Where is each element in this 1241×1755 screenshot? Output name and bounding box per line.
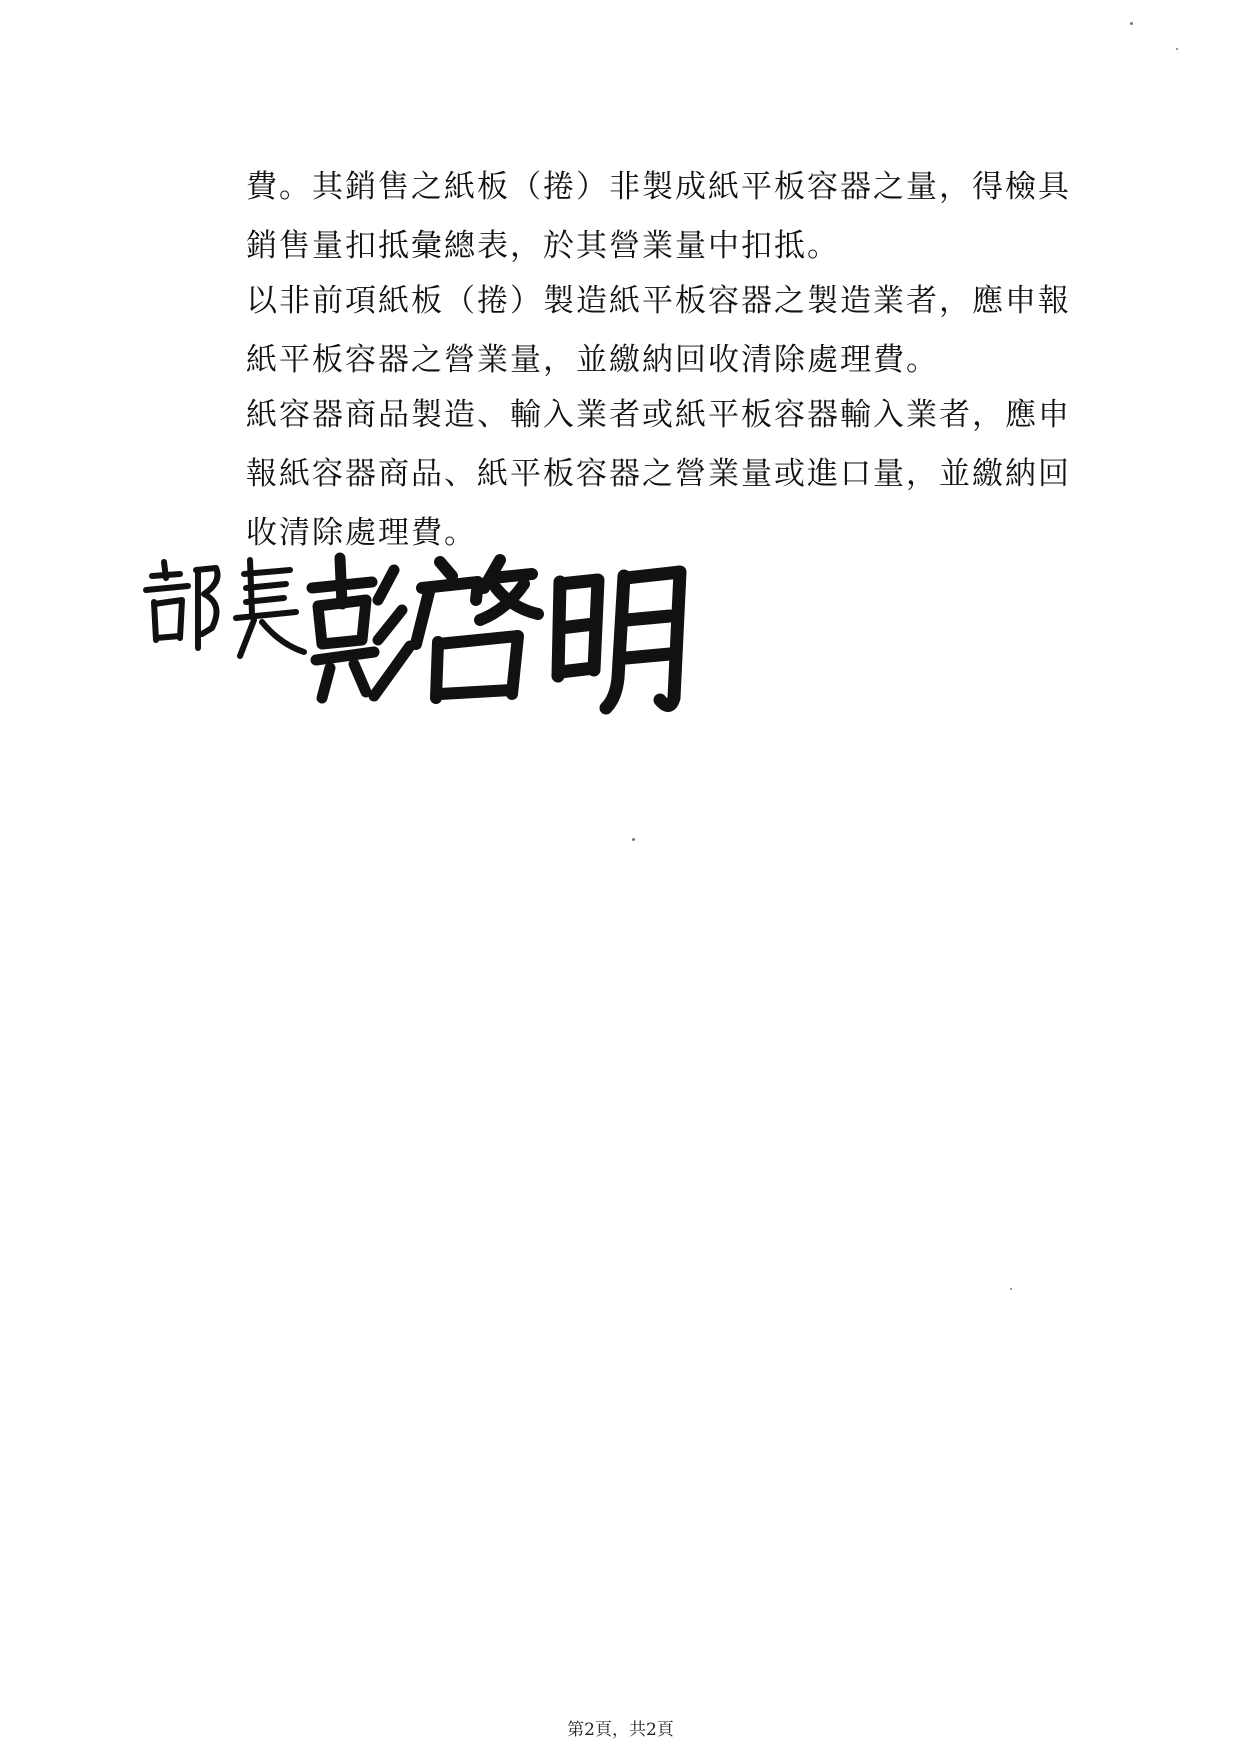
body-line: 紙容器商品製造、輸入業者或紙平板容器輸入業者，應申 bbox=[246, 397, 1071, 433]
scan-speck bbox=[1176, 48, 1178, 50]
minister-signature bbox=[140, 548, 700, 718]
body-line: 收清除處理費。 bbox=[246, 515, 477, 551]
scan-speck bbox=[632, 838, 635, 841]
calligraphy-signature-image bbox=[140, 548, 700, 718]
body-line: 費。其銷售之紙板（捲）非製成紙平板容器之量，得檢具 bbox=[246, 169, 1071, 205]
scan-speck bbox=[1130, 22, 1133, 25]
body-text bbox=[246, 169, 1076, 551]
body-line: 以非前項紙板（捲）製造紙平板容器之製造業者，應申報 bbox=[246, 283, 1071, 319]
scan-speck bbox=[1010, 1288, 1012, 1290]
body-line: 報紙容器商品、紙平板容器之營業量或進口量，並繳納回 bbox=[246, 456, 1071, 492]
page-number: 第2頁，共2頁 bbox=[567, 1720, 674, 1740]
body-line: 紙平板容器之營業量，並繳納回收清除處理費。 bbox=[246, 342, 939, 378]
body-line: 銷售量扣抵彙總表，於其營業量中扣抵。 bbox=[246, 228, 840, 264]
